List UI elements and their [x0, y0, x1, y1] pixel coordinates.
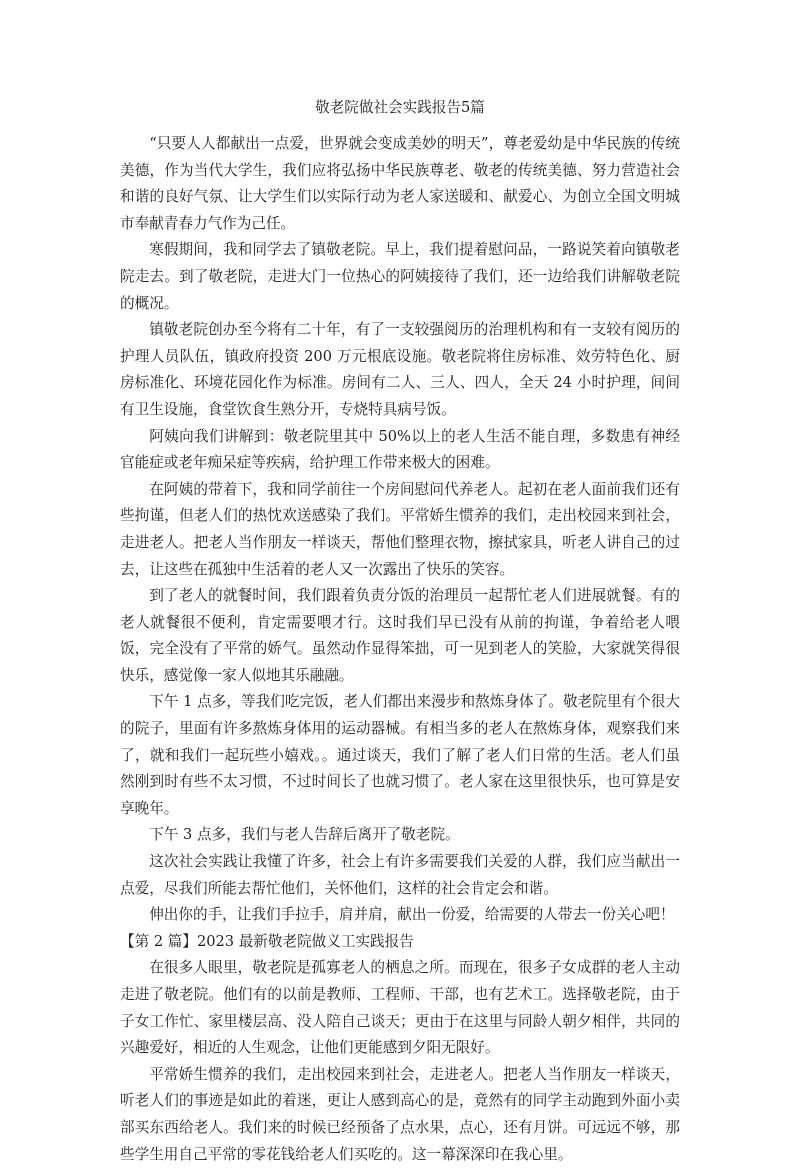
paragraph: “只要人人都献出一点爱，世界就会变成美妙的明天”，尊老爱幼是中华民族的传统美德，作为当代大学生，我们应将弘扬中华民族尊老、敬老的传统美德、努力营造社会和谐的良好气氛、让大学生们以实际行动为老人家送暖和、献爱心、为创立全国文明城市奉献青春力气作为己任。 — [120, 135, 680, 232]
paragraph: 下午 3 点多，我们与老人告辞后离开了敬老院。 — [149, 826, 460, 844]
paragraph: 伸出你的手，让我们手拉手，肩并肩，献出一份爱，给需要的人带去一份关心吧！ — [149, 906, 675, 924]
paragraph: 这次社会实践让我懂了许多，社会上有许多需要我们关爱的人群，我们应当献出一点爱，尽我们所能去帮忙他们，关怀他们，这样的社会肯定会和谐。 — [120, 853, 680, 897]
document-page — [120, 95, 680, 1168]
paragraph: 在很多人眼里，敬老院是孤寡老人的栖息之所。而现在，很多子女成群的老人主动走进了敬老院。他们有的以前是教师、工程师、干部，也有艺术工。选择敬老院，由于子女工作忙、家里楼层高、没人陪自己谈天；更由于在这里与同龄人朝夕相伴，共同的兴趣爱好，相近的人生观念，让他们更能感到夕阳无限好。 — [120, 959, 680, 1057]
paragraph: 阿姨向我们讲解到：敬老院里其中 50%以上的老人生活不能自理，多数患有神经官能症或老年痴呆症等疾病，给护理工作带来极大的困难。 — [120, 427, 680, 472]
paragraph: 寒假期间，我和同学去了镇敬老院。早上，我们提着慰问品，一路说笑着向镇敬老院走去。到了敬老院，走进大门一位热心的阿姨接待了我们，还一边给我们讲解敬老院的概况。 — [120, 241, 680, 312]
paragraph: 到了老人的就餐时间，我们跟着负责分饭的治理员一起帮忙老人们进展就餐。有的老人就餐很不便利，肯定需要喂才行。这时我们早已没有从前的拘谨，争着给老人喂饭，完全没有了平常的娇气。虽然动作显得笨拙，可一见到老人的笑脸，大家就笑得很快乐，感觉像一家人似地其乐融融。 — [120, 587, 680, 684]
section-heading: 【第 2 篇】2023 最新敬老院做义工实践报告 — [120, 932, 414, 950]
paragraph: 镇敬老院创办至今将有二十年，有了一支较强阅历的治理机构和有一支较有阅历的护理人员队伍，镇政府投资 200 万元根底设施。敬老院将住房标准、效劳特色化、厨房标准化、环境花园化作为标准。房间有二人、三人、四人，全天 24 小时护理，间间有卫生设施，食堂饮食生熟分开，专烧特具病号饭。 — [120, 321, 680, 418]
document-title: 敬老院做社会实践报告5篇 — [315, 99, 485, 116]
paragraph: 在阿姨的带着下，我和同学前往一个房间慰问代养老人。起初在老人面前我们还有些拘谨，但老人们的热忱欢送感染了我们。平常娇生惯养的我们，走出校园来到社会，走进老人。把老人当作朋友一样谈天，帮他们整理衣物，擦拭家具，听老人讲自己的过去，让这些在孤独中生活着的老人又一次露出了快乐的笑容。 — [120, 480, 680, 578]
paragraph: 平常娇生惯养的我们，走出校园来到社会，走进老人。把老人当作朋友一样谈天，听老人们的事迹是如此的着迷，更让人感到高心的是，竟然有的同学主动跑到外面小卖部买东西给老人。我们来的时候已经预备了点水果，点心，还有月饼。可远远不够，那些学生用自己平常的零花钱给老人们买吃的。这一幕深深印在我心里。 — [120, 1065, 680, 1163]
paragraph: 下午 1 点多，等我们吃完饭，老人们都出来漫步和熬炼身体了。敬老院里有个很大的院子，里面有许多熬炼身体用的运动器械。有相当多的老人在熬炼身体，观察我们来了，就和我们一起玩些小嬉戏。。通过谈天，我们了解了老人们日常的生活。老人们虽然刚到时有些不太习惯，不过时间长了也就习惯了。老人家在这里很快乐，也可算是安享晚年。 — [120, 693, 680, 817]
